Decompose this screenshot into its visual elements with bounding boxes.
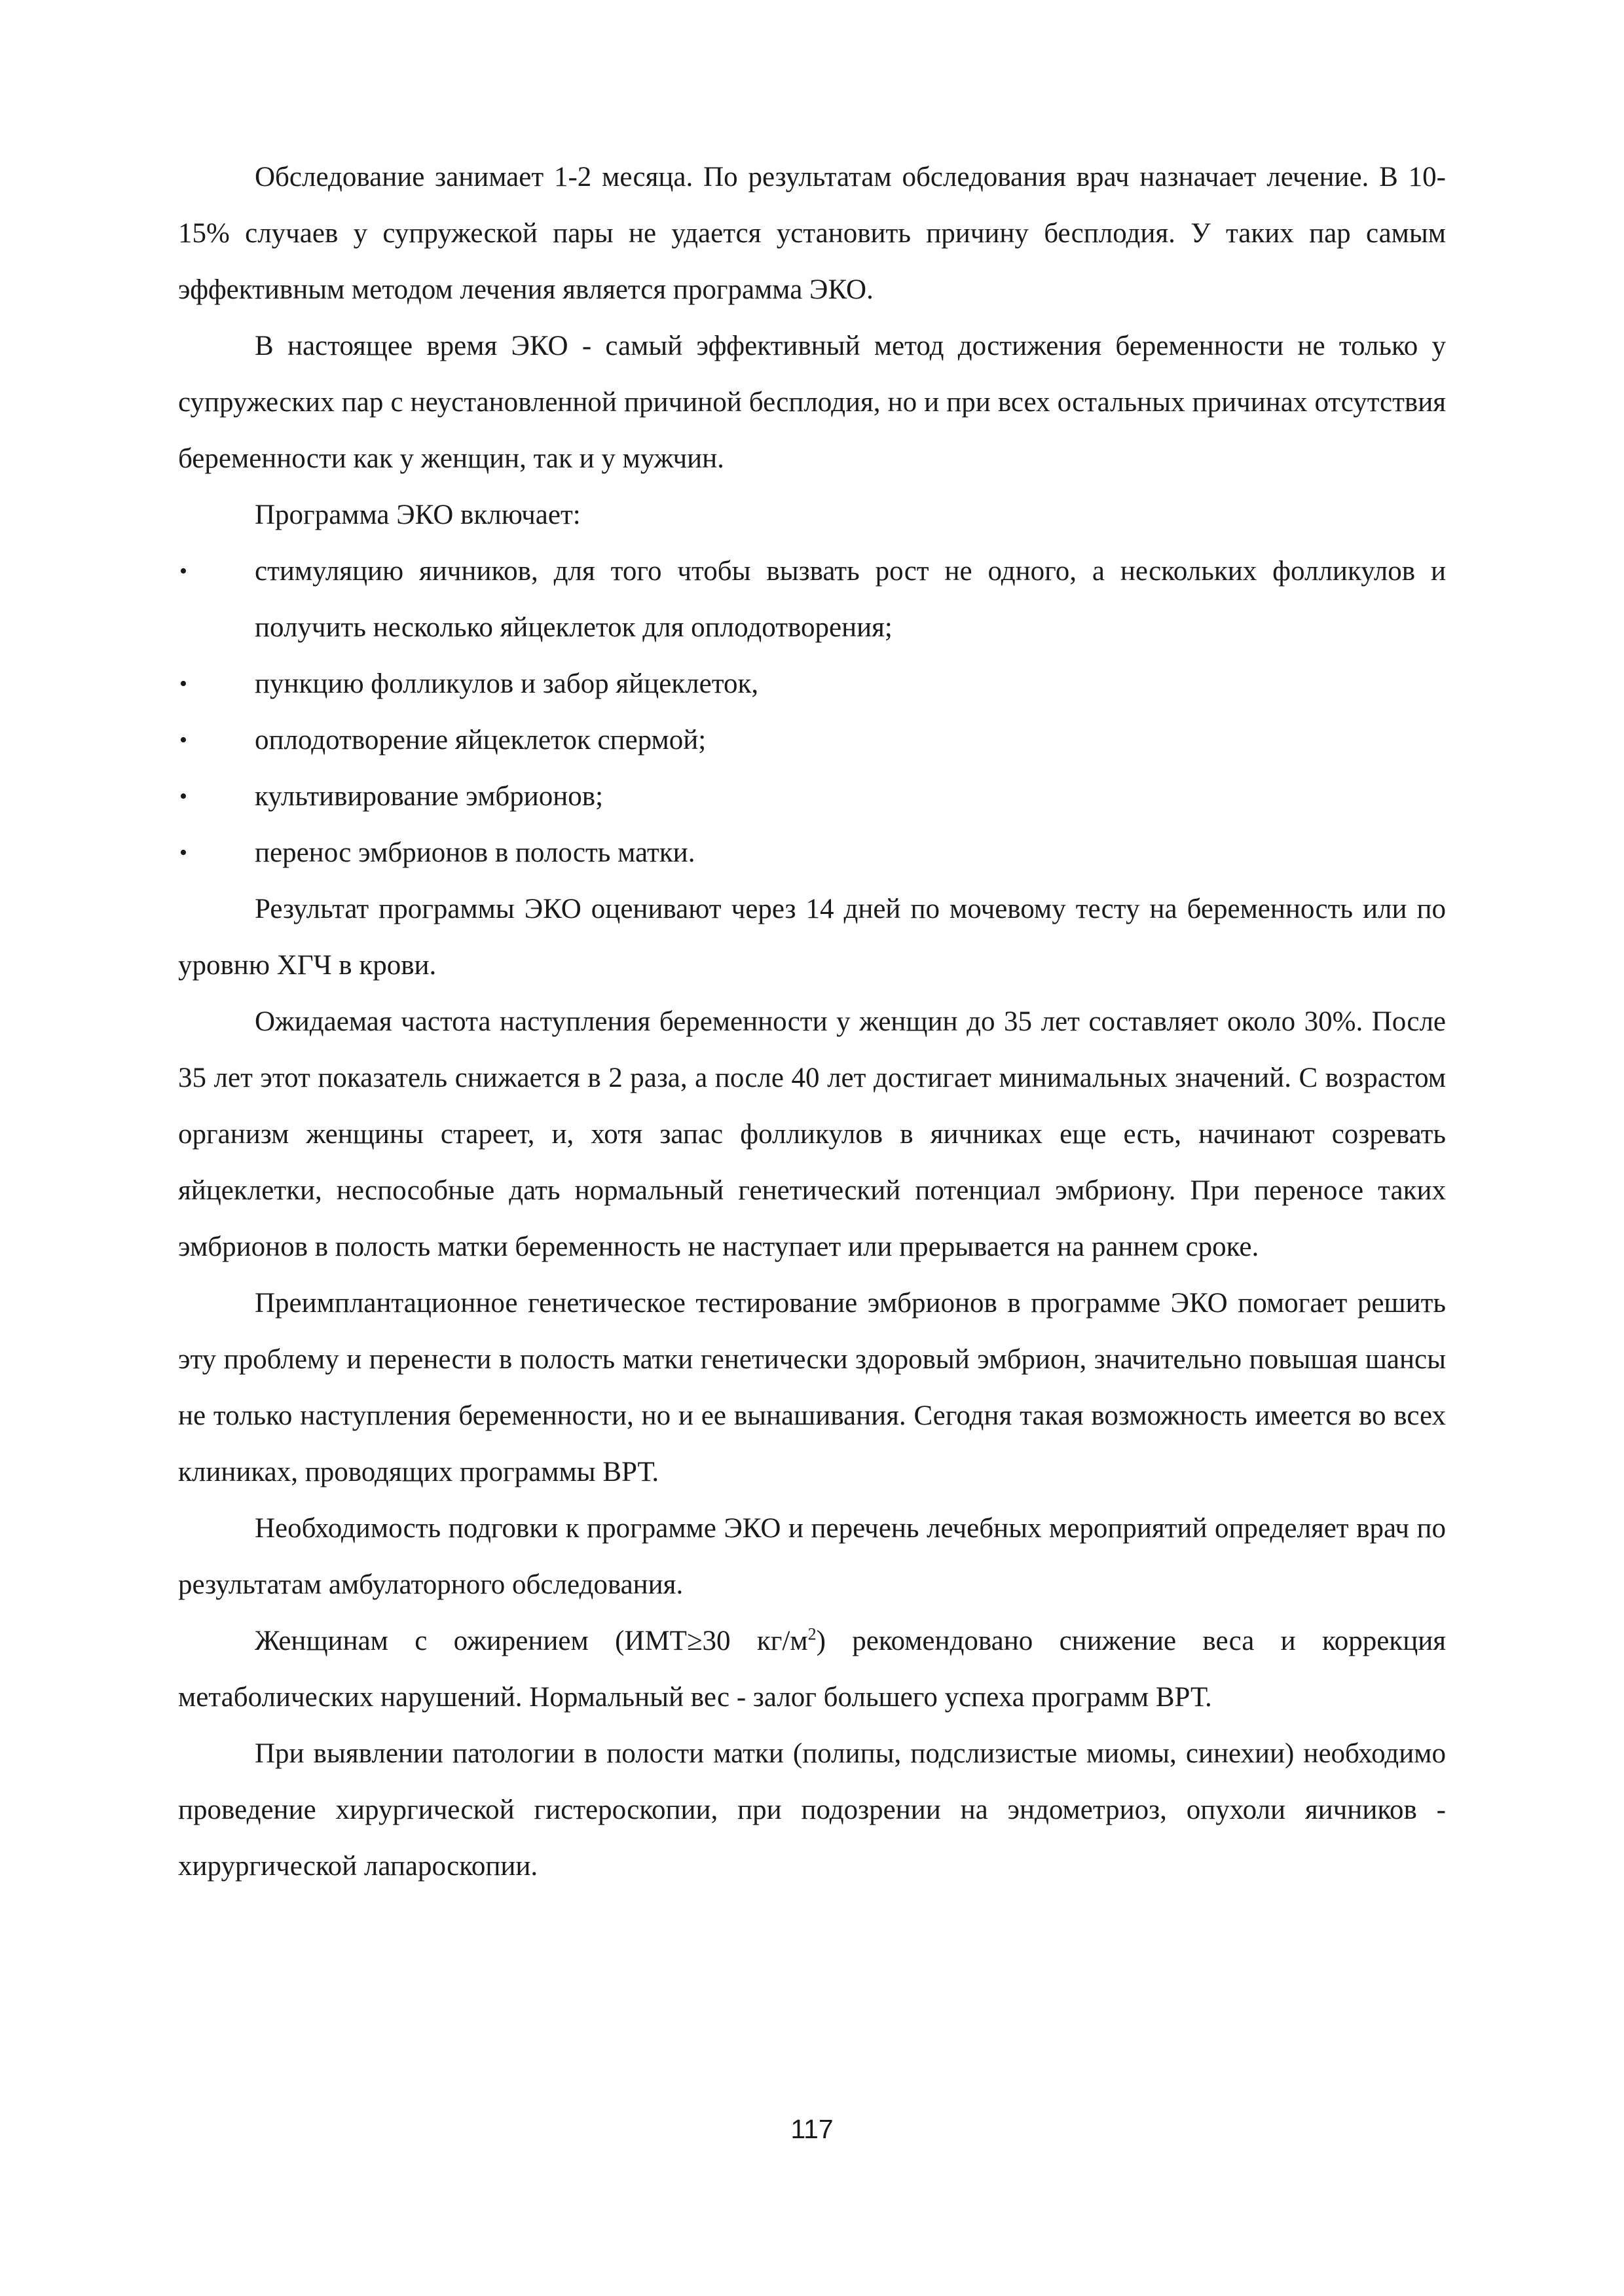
list-item-text: оплодотворение яйцеклеток спермой; (255, 725, 707, 756)
list-item (178, 825, 1446, 881)
list-item (178, 543, 1446, 656)
list-item-text: культивирование эмбрионов; (255, 781, 604, 812)
page-body (178, 149, 1446, 1895)
list-item-text: стимуляцию яичников, для того чтобы вызвать рост не одного, а нескольких фолликулов и получить несколько яйцеклеток для оплодотворения; (255, 556, 1446, 643)
paragraph-preparation: Необходимость подговки к программе ЭКО и перечень лечебных мероприятий определяет врач по результатам амбулаторного обследования. (178, 1513, 1446, 1600)
paragraph-exam-duration: Обследование занимает 1-2 месяца. По результатам обследования врач назначает лечение. В 10-15% случаев у супружеской пары не удается установить причину бесплодия. У таких пар самым эффективным методом лечения является программа ЭКО. (178, 162, 1446, 305)
list-item (178, 712, 1446, 769)
bullet-icon: • (179, 559, 187, 583)
list-item (178, 769, 1446, 825)
page-number: 117 (790, 2114, 834, 2144)
list-item-text: пункцию фолликулов и забор яйцеклеток, (255, 668, 759, 699)
paragraph-obesity (178, 1613, 1446, 1726)
bullet-icon: • (179, 784, 187, 809)
bullet-icon: • (179, 728, 187, 752)
paragraph-program-intro: Программа ЭКО включает: (255, 500, 581, 530)
paragraph-age-statistics: Ожидаемая частота наступления беременности у женщин до 35 лет составляет около 30%. После 35 лет этот показатель снижается в 2 раза, а после 40 лет достигает минимальных значений. С возрастом организм женщины стареет, и, хотя запас фолликулов в яичниках еще есть, начинают созревать яйцеклетки, неспособные дать нормальный генетический потенциал эмбриону. При переносе таких эмбрионов в полость матки беременность не наступает или прерывается на раннем сроке. (178, 1006, 1446, 1262)
eco-steps-list (178, 543, 1446, 881)
paragraph-genetic-testing: Преимплантационное генетическое тестирование эмбрионов в программе ЭКО помогает решить эту проблему и перенести в полость матки генетически здоровый эмбрион, значительно повышая шансы не только наступления беременности, но и ее вынашивания. Сегодня такая возможность имеется во всех клиниках, проводящих программы ВРТ. (178, 1288, 1446, 1487)
obesity-text-end: ) рекомендовано снижение веса и коррекция метаболических нарушений. Нормальный вес - залог большего успеха программ ВРТ. (178, 1626, 1446, 1713)
list-item (178, 656, 1446, 712)
paragraph-eco-effectiveness: В настоящее время ЭКО - самый эффективный метод достижения беременности не только у супружеских пар с неустановленной причиной бесплодия, но и при всех остальных причинах отсутствия беременности как у женщин, так и у мужчин. (178, 331, 1446, 474)
bullet-icon: • (179, 841, 187, 865)
obesity-text-start: Женщинам с ожирением (ИМТ≥30 кг/м (255, 1626, 808, 1656)
paragraph-result-evaluation: Результат программы ЭКО оценивают через 14 дней по мочевому тесту на беременность или по уровню ХГЧ в крови. (178, 894, 1446, 981)
paragraph-surgery: При выявлении патологии в полости матки (полипы, подслизистые миомы, синехии) необходимо проведение хирургической гистероскопии, при подозрении на эндометриоз, опухоли яичников - хирургической лапароскопии. (178, 1738, 1446, 1882)
list-item-text: перенос эмбрионов в полость матки. (255, 837, 695, 868)
superscript-exponent: 2 (807, 1624, 817, 1644)
bullet-icon: • (179, 672, 187, 696)
